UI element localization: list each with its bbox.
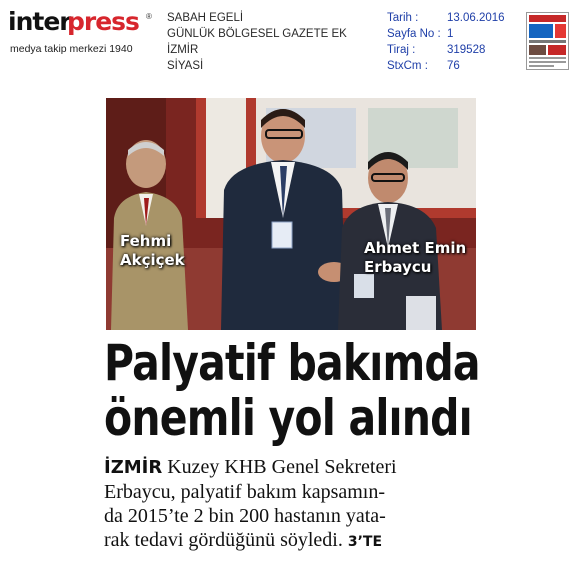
- meta-label-page: Sayfa No :: [387, 28, 441, 40]
- body-line-1-text: Kuzey KHB Genel Sekreteri: [162, 456, 397, 478]
- registered-mark: ®: [146, 12, 152, 21]
- meta-value-date: 13.06.2016: [447, 12, 505, 24]
- meta-value-page: 1: [447, 28, 454, 40]
- meta-labels: [387, 10, 441, 74]
- body-line-3: da 2015’te 2 bin 200 hastanın yata-: [104, 505, 386, 527]
- publication-type: GÜNLÜK BÖLGESEL GAZETE EK: [167, 28, 347, 40]
- headline-line2: önemli yol alındı: [104, 389, 472, 447]
- logo-tagline: medya takip merkezi 1940: [10, 43, 133, 55]
- meta-label-stxcm: StxCm :: [387, 60, 428, 72]
- meta-values: [447, 10, 505, 74]
- publication-name: SABAH EGELİ: [167, 12, 244, 24]
- caption-left-line1: Fehmi: [120, 232, 172, 250]
- body-line-2: Erbaycu, palyatif bakım kapsamın-: [104, 481, 386, 503]
- photo-caption-left: [120, 232, 185, 270]
- article-body: [104, 455, 474, 554]
- caption-right-line2: Erbaycu: [364, 258, 432, 276]
- publication-city: İZMİR: [167, 44, 199, 56]
- body-line-1: [104, 455, 474, 480]
- caption-right-line1: Ahmet Emin: [364, 239, 467, 257]
- interpress-logo: [8, 8, 158, 58]
- publication-info: [167, 10, 347, 74]
- article-headline: [104, 336, 480, 446]
- caption-left-line2: Akçiçek: [120, 251, 185, 269]
- publication-section: SİYASİ: [167, 60, 204, 72]
- body-line-4-text: rak tedavi gördüğünü söyledi.: [104, 529, 343, 551]
- logo-word-inter: inter: [8, 7, 71, 36]
- photo-illustration: [106, 98, 476, 330]
- meta-value-stxcm: 76: [447, 60, 460, 72]
- dateline-kicker: İZMİR: [104, 457, 163, 478]
- logo-word-press: press: [67, 7, 139, 36]
- newspaper-page-thumbnail[interactable]: [526, 12, 569, 70]
- continued-page-ref[interactable]: 3’TE: [347, 534, 383, 550]
- meta-label-circulation: Tiraj :: [387, 44, 416, 56]
- body-line-4: [104, 528, 474, 554]
- news-photo: [106, 98, 476, 330]
- meta-label-date: Tarih :: [387, 12, 419, 24]
- headline-line1: Palyatif bakımda: [104, 334, 480, 392]
- photo-caption-right: [364, 239, 466, 277]
- meta-value-circulation: 319528: [447, 44, 486, 56]
